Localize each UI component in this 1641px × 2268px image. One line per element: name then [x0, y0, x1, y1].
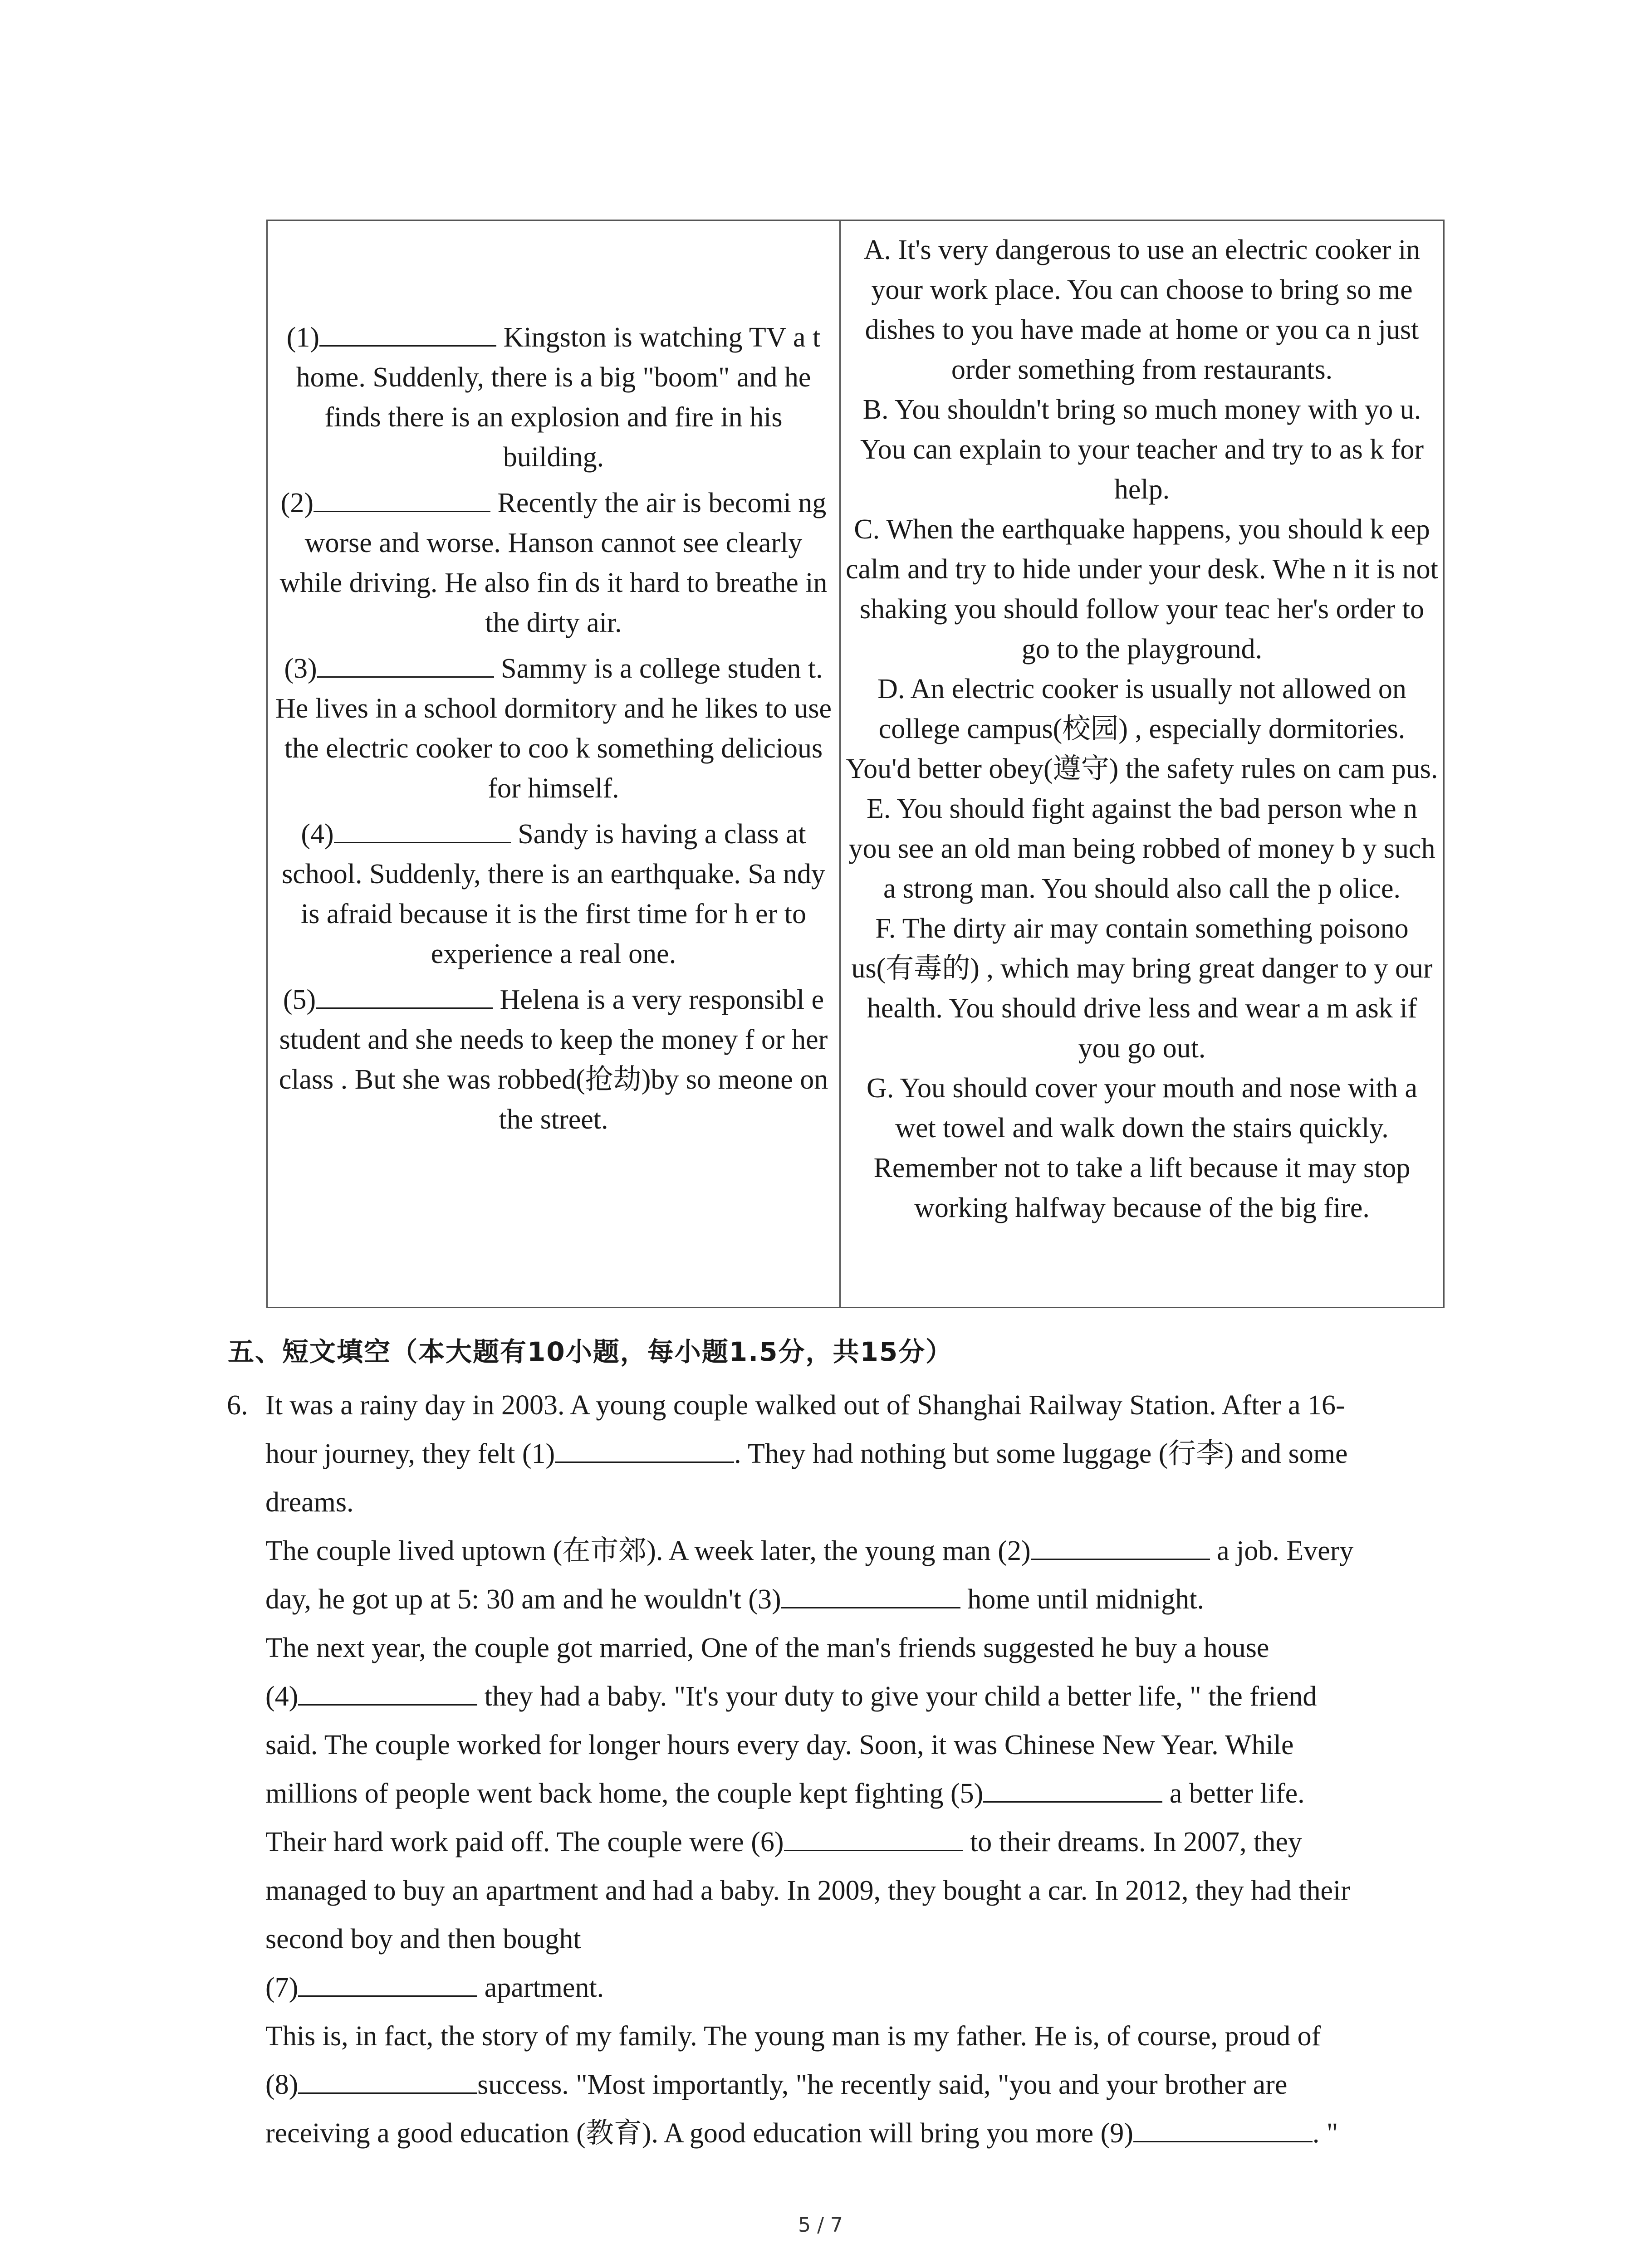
- options-column: [841, 221, 1443, 1307]
- situations-column: [268, 221, 841, 1307]
- passage-line: second boy and then bought: [265, 1924, 581, 1955]
- answer-blank[interactable]: [314, 483, 490, 512]
- answer-blank[interactable]: [298, 1968, 477, 1997]
- option-f: F. The dirty air may contain something poisono us(有毒的) , which may bring great danger to y our health. You should drive less and wear a m ask if you go out.: [851, 913, 1433, 1064]
- passage-line: hour journey, they felt (1) . They had nothing but some luggage (行李) and some: [227, 1430, 1452, 1478]
- answer-blank[interactable]: [334, 814, 511, 843]
- situation-item: (2) Recently the air is becomi ng worse and worse. Hanson cannot see clearly while driving. He also fin ds it hard to breathe in the dirty air.: [274, 483, 833, 643]
- passage-line: managed to buy an apartment and had a baby. In 2009, they bought a car. In 2012, they had their: [265, 1875, 1350, 1906]
- passage-line: The next year, the couple got married, One of the man's friends suggested he buy a house: [265, 1633, 1269, 1663]
- question-number: 6.: [227, 1390, 248, 1421]
- answer-blank[interactable]: [555, 1434, 734, 1463]
- passage-line: dreams.: [265, 1487, 354, 1518]
- passage-line: The couple lived uptown (在市郊). A week later, the young man (2) a job. Every: [227, 1527, 1452, 1575]
- matching-table: [266, 220, 1445, 1308]
- situation-item: (4) Sandy is having a class at school. Suddenly, there is an earthquake. Sa ndy is afraid because it is the first time for h er to experience a real one.: [274, 814, 833, 974]
- answer-blank[interactable]: [298, 2065, 477, 2094]
- passage-line: day, he got up at 5: 30 am and he wouldn't (3) home until midnight.: [227, 1575, 1452, 1624]
- passage-line: It was a rainy day in 2003. A young couple walked out of Shanghai Railway Station. After a 16-: [265, 1390, 1345, 1421]
- passage-line: Their hard work paid off. The couple were (6) to their dreams. In 2007, they: [227, 1818, 1452, 1867]
- passage-line: (7) apartment.: [227, 1964, 1452, 2012]
- passage-line: millions of people went back home, the couple kept fighting (5) a better life.: [227, 1769, 1452, 1818]
- option-a: A. It's very dangerous to use an electric cooker in your work place. You can choose to bring so me dishes to you have made at home or you ca n just order something from restaurants.: [863, 235, 1421, 385]
- answer-blank[interactable]: [1133, 2114, 1313, 2142]
- answer-blank[interactable]: [781, 1580, 960, 1608]
- page-number: 5 / 7: [798, 2214, 843, 2237]
- option-e: E. You should fight against the bad person whe n you see an old man being robbed of money b y such a strong man. You should also call the p olice.: [848, 793, 1435, 904]
- passage-line: receiving a good education (教育). A good education will bring you more (9) . ": [227, 2109, 1452, 2158]
- answer-blank[interactable]: [298, 1677, 477, 1706]
- answer-blank[interactable]: [784, 1823, 963, 1851]
- answer-blank[interactable]: [319, 317, 496, 347]
- passage-line: This is, in fact, the story of my family. The young man is my father. He is, of course, proud of: [265, 2021, 1321, 2052]
- passage-line: (8) success. "Most importantly, "he recently said, "you and your brother are: [227, 2061, 1452, 2109]
- option-c: C. When the earthquake happens, you should k eep calm and try to hide under your desk. Whe n it is not shaking you should follow your teac her's order to go to the playground.: [846, 514, 1438, 665]
- answer-blank[interactable]: [316, 979, 493, 1009]
- situation-item: (1) Kingston is watching TV a t home. Suddenly, there is a big "boom" and he finds there is an explosion and fire in his building.: [274, 317, 833, 477]
- option-g: G. You should cover your mouth and nose with a wet towel and walk down the stairs quickly. Remember not to take a lift because it may stop working halfway because of the big fire.: [866, 1073, 1418, 1223]
- option-b: B. You shouldn't bring so much money with yo u. You can explain to your teacher and try to as k for help.: [860, 394, 1424, 505]
- answer-blank[interactable]: [1031, 1531, 1210, 1560]
- situation-item: (5) Helena is a very responsibl e student and she needs to keep the money f or her class . But she was robbed(抢劫)by so meone on the street.: [274, 979, 833, 1139]
- section-heading: 五、短文填空（本大题有10小题，每小题1.5分，共15分）: [228, 1336, 953, 1367]
- answer-blank[interactable]: [317, 648, 494, 678]
- option-d: D. An electric cooker is usually not allowed on college campus(校园) , especially dormitories. You'd better obey(遵守) the safety rules on cam pus.: [846, 674, 1438, 784]
- passage-line: (4) they had a baby. "It's your duty to give your child a better life, " the friend: [227, 1672, 1452, 1721]
- passage-line: said. The couple worked for longer hours every day. Soon, it was Chinese New Year. While: [265, 1730, 1294, 1760]
- situation-item: (3) Sammy is a college studen t. He lives in a school dormitory and he likes to use the electric cooker to coo k something delicious for himself.: [274, 648, 833, 808]
- answer-blank[interactable]: [983, 1774, 1162, 1803]
- cloze-passage: [227, 1381, 1452, 2158]
